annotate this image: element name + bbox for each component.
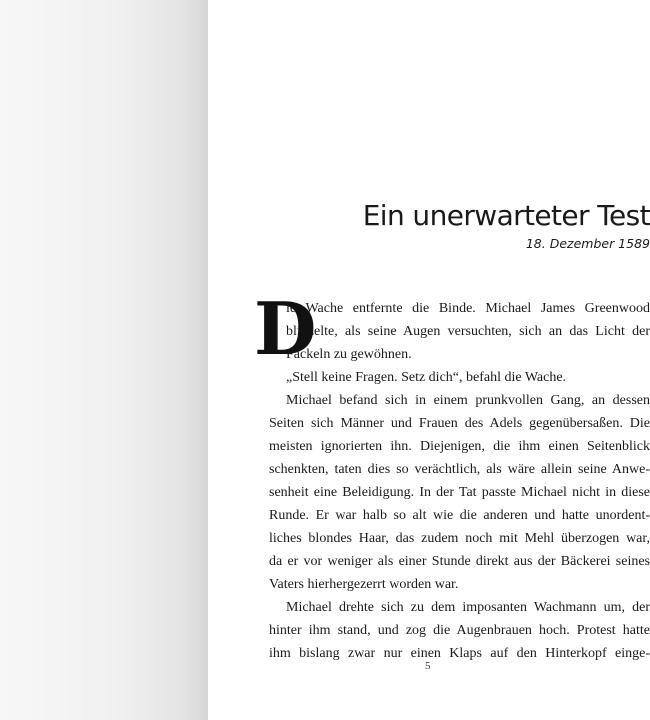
text-line: senheit eine Beleidigung. In der Tat passte Michael nicht in diese (269, 485, 650, 500)
text-line: liches blondes Haar, das zudem noch mit Mehl überzogen war, (269, 531, 650, 546)
page-number: 5 (425, 660, 431, 672)
chapter-date: 18. Dezember 1589 (525, 236, 650, 251)
text-line: da er vor weniger als einer Stunde direkt aus der Bäckerei seines (269, 554, 650, 569)
text-line: blinzelte, als seine Augen versuchten, sich an das Licht der (286, 324, 650, 339)
text-line: Michael befand sich in einem prunkvollen Gang, an dessen (286, 393, 650, 408)
text-line: hinter ihm stand, und zog die Augenbrauen hoch. Protest hatte (269, 623, 650, 638)
text-line: Vaters hierhergezerrt worden war. (269, 577, 459, 592)
drop-cap: D (254, 286, 317, 371)
text-line: Fackeln zu gewöhnen. (286, 347, 412, 362)
text-line: ihm bislang zwar nur einen Klaps auf den Hinterkopf einge- (269, 646, 650, 661)
text-line: Runde. Er war halb so alt wie die anderen und hatte unordent- (269, 508, 650, 523)
chapter-title: Ein unerwarteter Test (362, 199, 650, 232)
book-page (208, 0, 650, 720)
text-line: Seiten sich Männer und Frauen des Adels gegenübersaßen. Die (269, 416, 650, 431)
body-text (254, 286, 650, 665)
text-line: schenkten, taten dies so verächtlich, als wäre allein seine Anwe- (269, 462, 650, 477)
book-spine-shadow (0, 0, 208, 720)
text-line: ie Wache entfernte die Binde. Michael James Greenwood (286, 301, 650, 316)
text-line: „Stell keine Fragen. Setz dich“, befahl die Wache. (286, 370, 567, 385)
text-line: meisten ignorierten ihn. Diejenigen, die ihm einen Seitenblick (269, 439, 650, 454)
text-line: Michael drehte sich zu dem imposanten Wachmann um, der (286, 600, 650, 615)
